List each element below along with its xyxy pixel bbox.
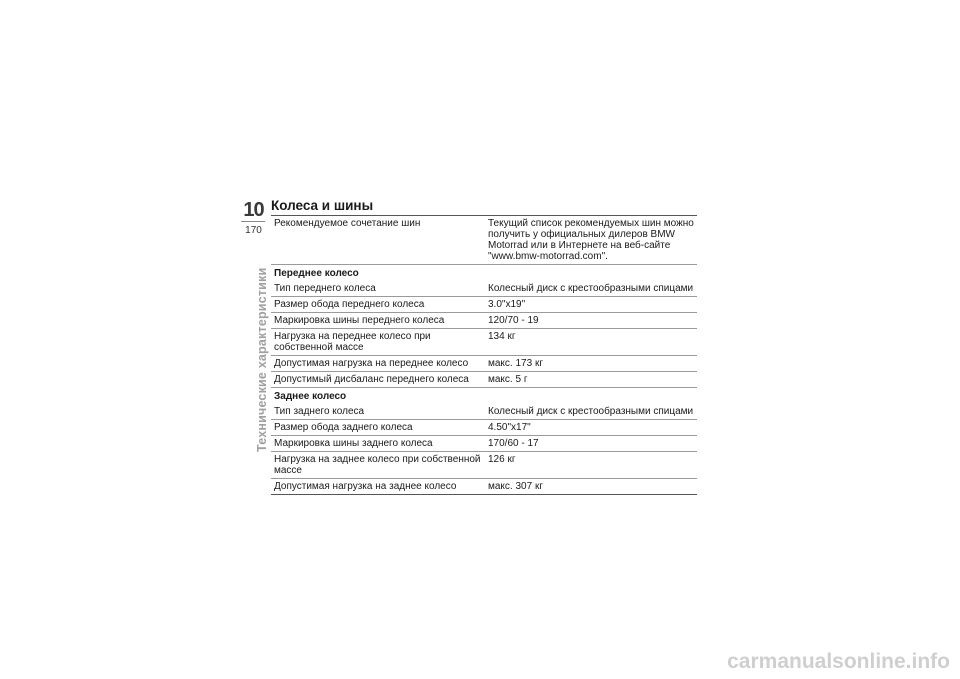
spec-label: Размер обода переднего колеса (271, 297, 485, 313)
spec-value: макс. 307 кг (485, 479, 697, 495)
spec-value: 120/70 - 19 (485, 313, 697, 329)
spec-row (271, 329, 697, 356)
spec-row (271, 216, 697, 265)
chapter-number: 10 (243, 199, 264, 221)
spec-row (271, 297, 697, 313)
spec-row (271, 313, 697, 329)
spec-label: Допустимая нагрузка на переднее колесо (271, 356, 485, 372)
spec-value: 134 кг (485, 329, 697, 356)
chapter-side-title: Технические характеристики (255, 267, 269, 452)
spec-row (271, 356, 697, 372)
spec-value: 170/60 - 17 (485, 436, 697, 452)
spec-value: макс. 173 кг (485, 356, 697, 372)
spec-value: 126 кг (485, 452, 697, 479)
group-header-row (271, 388, 697, 405)
group-header-row (271, 265, 697, 282)
spec-label: Рекомендуемое сочетание шин (271, 216, 485, 265)
page-number: 170 (245, 225, 262, 236)
spec-row (271, 372, 697, 388)
spec-label: Допустимый дисбаланс переднего колеса (271, 372, 485, 388)
spec-label: Маркировка шины заднего колеса (271, 436, 485, 452)
section-title: Колеса и шины (271, 198, 374, 213)
specs-table (271, 215, 697, 495)
spec-label: Размер обода заднего колеса (271, 420, 485, 436)
watermark: carmanualsonline.info (727, 650, 950, 673)
spec-row (271, 420, 697, 436)
spec-label: Допустимая нагрузка на заднее колесо (271, 479, 485, 495)
spec-value: 3.0"x19" (485, 297, 697, 313)
spec-label: Нагрузка на заднее колесо при собственной массе (271, 452, 485, 479)
spec-row (271, 452, 697, 479)
chapter-divider (241, 221, 265, 222)
spec-value: Текущий список рекомендуемых шин можно получить у официальных дилеров BMW Motorrad или в Интернете на веб-сайте "www.bmw-motorrad.com". (485, 216, 697, 265)
spec-label: Тип заднего колеса (271, 404, 485, 420)
spec-value: Колесный диск с крестообразными спицами (485, 281, 697, 297)
spec-value: 4.50"x17" (485, 420, 697, 436)
group-header: Заднее колесо (274, 391, 347, 402)
spec-label: Тип переднего колеса (271, 281, 485, 297)
group-header: Переднее колесо (274, 268, 359, 279)
spec-value: макс. 5 г (485, 372, 697, 388)
spec-value: Колесный диск с крестообразными спицами (485, 404, 697, 420)
spec-row (271, 281, 697, 297)
spec-row (271, 404, 697, 420)
spec-label: Маркировка шины переднего колеса (271, 313, 485, 329)
spec-row (271, 479, 697, 495)
spec-row (271, 436, 697, 452)
spec-label: Нагрузка на переднее колесо при собственной массе (271, 329, 485, 356)
